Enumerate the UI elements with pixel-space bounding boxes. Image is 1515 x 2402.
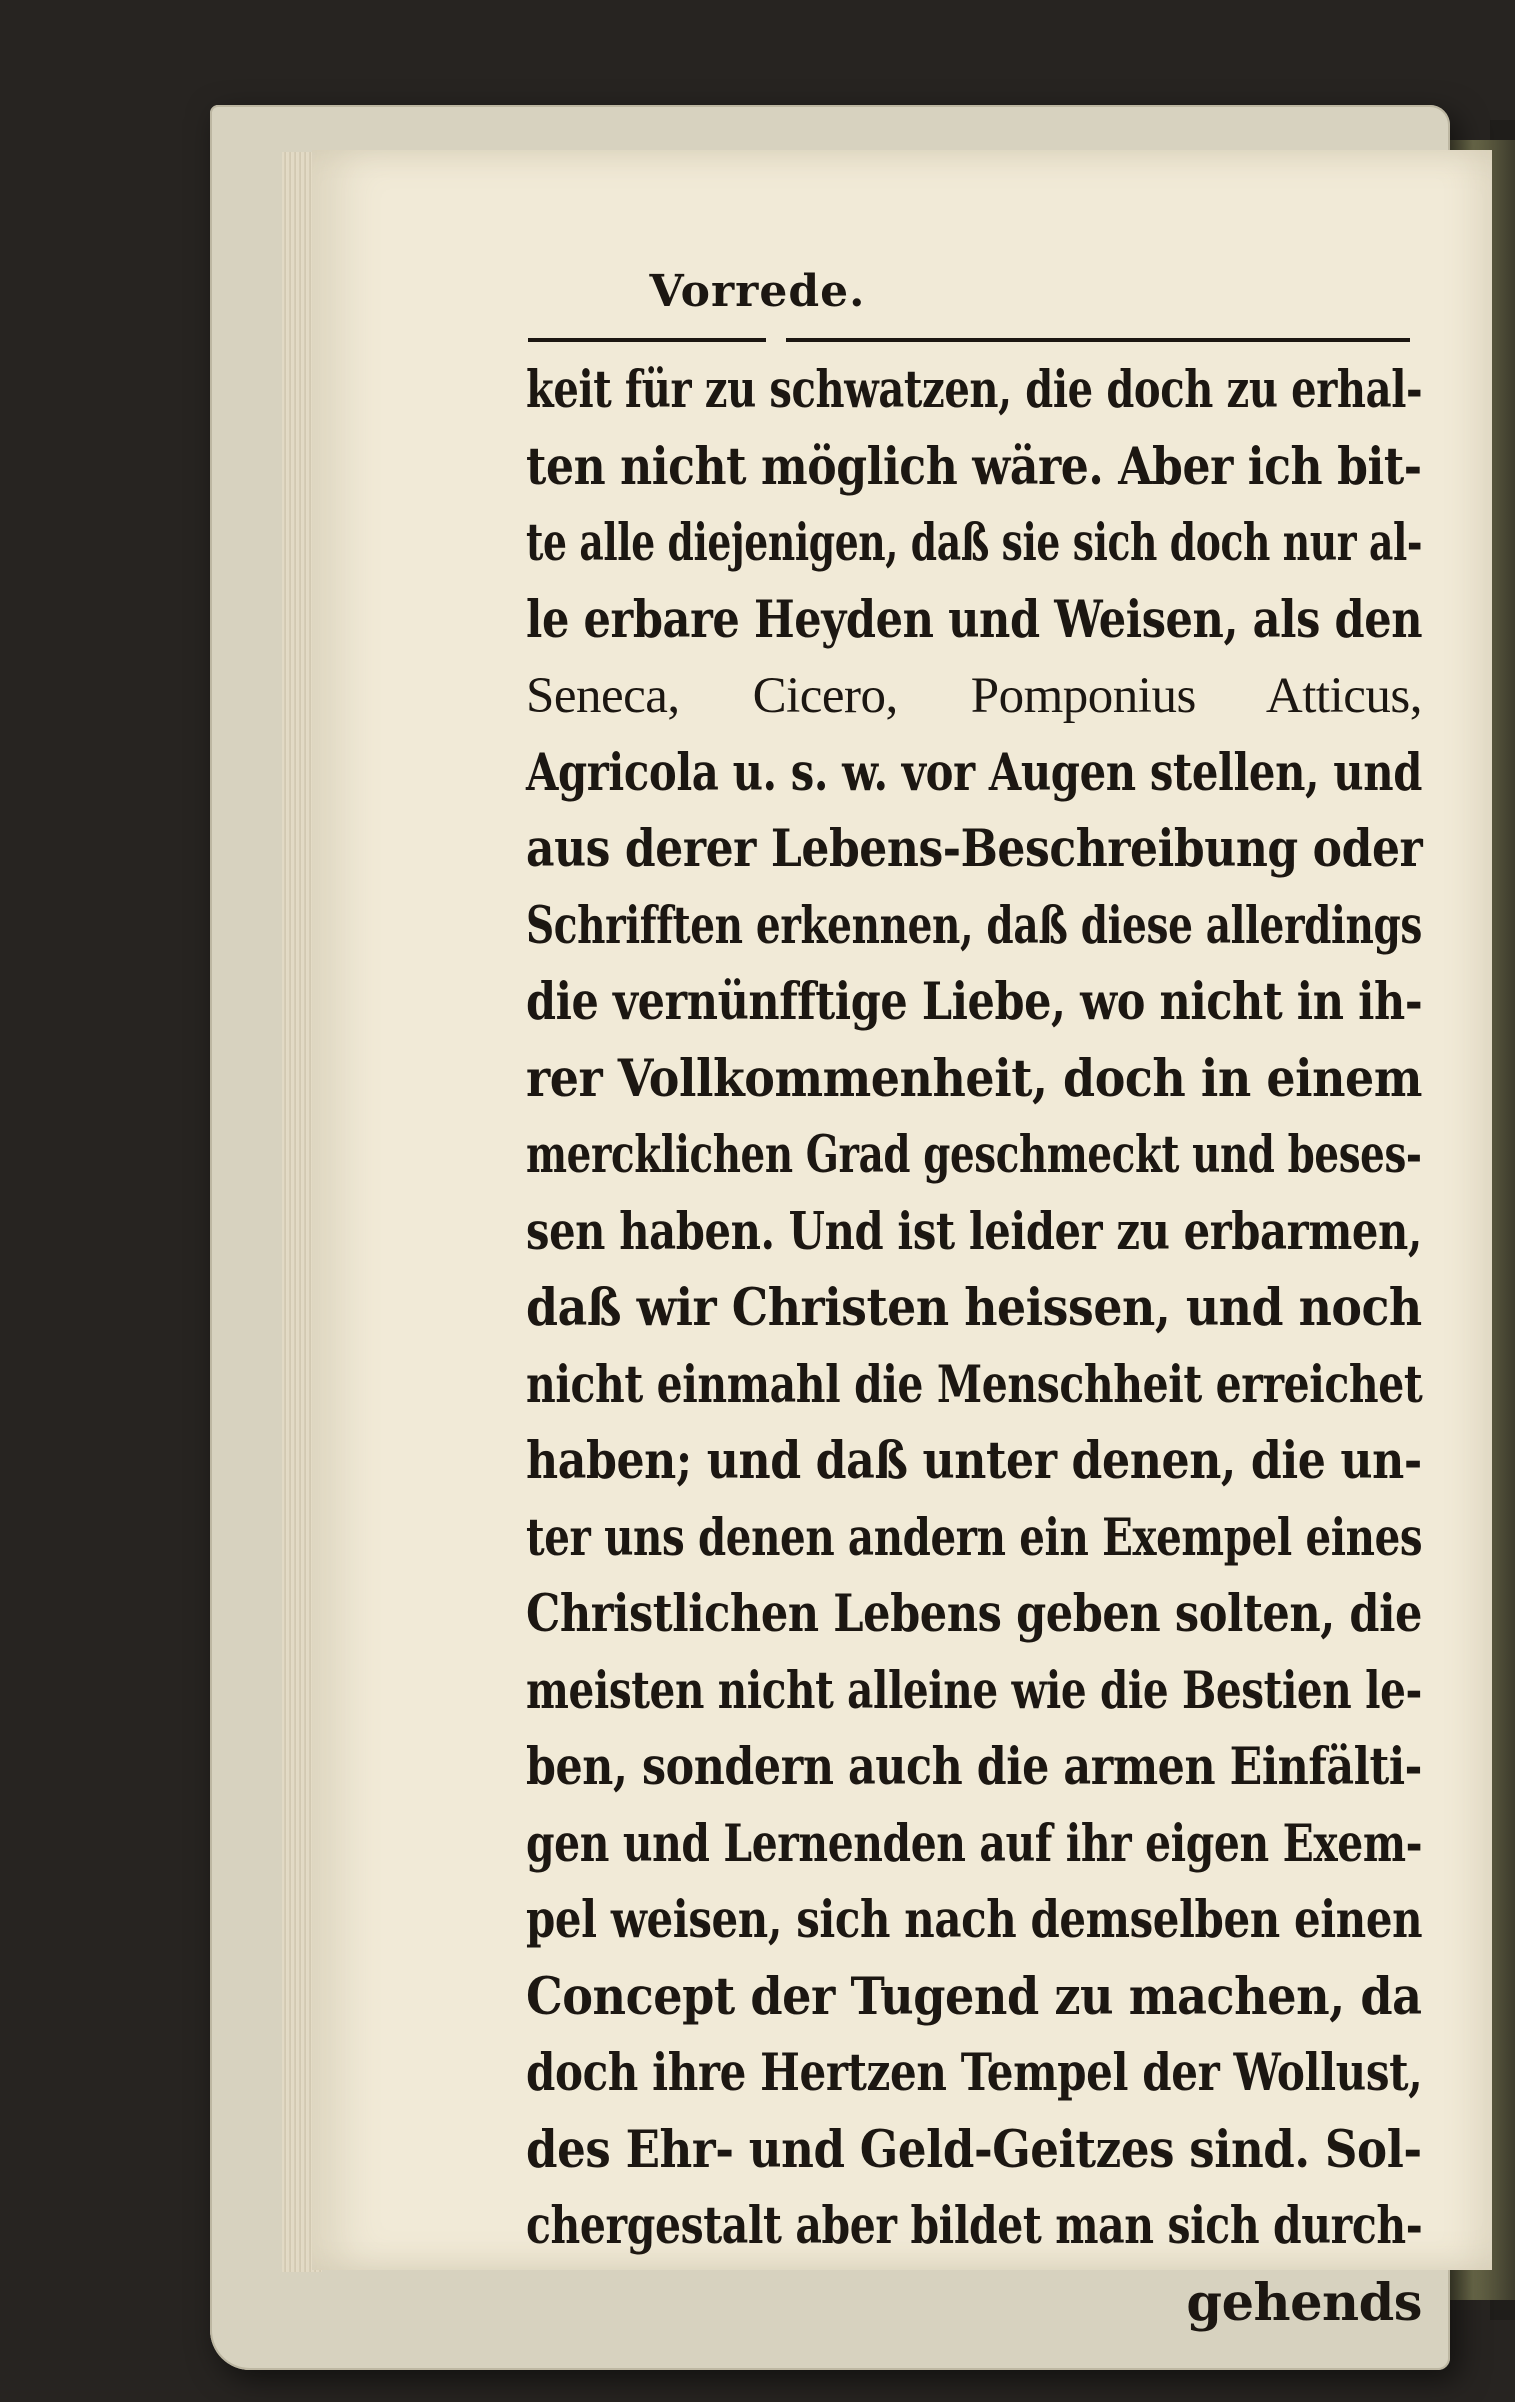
text-line: sen haben. Und ist leider zu erbarmen, — [526, 1201, 1423, 1262]
text-line: gen und Lernenden auf ihr eigen Exem- — [526, 1813, 1423, 1874]
text-line: nicht einmahl die Menschheit erreichet — [526, 1354, 1423, 1415]
text-line: haben; und daß unter denen, die un- — [526, 1431, 1422, 1491]
text-line: le erbare Heyden und Weisen, als den — [526, 589, 1423, 650]
text-line: te alle diejenigen, daß sie sich doch nur al- — [526, 513, 1423, 573]
text-line: Agricola u. s. w. vor Augen stellen, und — [526, 742, 1423, 803]
text-line: rer Vollkommenheit, doch in einem — [526, 1048, 1422, 1109]
catchword: gehends — [1186, 2272, 1422, 2333]
text-line: die vernünfftige Liebe, wo nicht in ih- — [526, 972, 1423, 1032]
text-line: chergestalt aber bildet man sich durch- — [526, 2196, 1423, 2256]
text-line: ten nicht möglich wäre. Aber ich bit- — [526, 436, 1422, 497]
text-line: keit für zu schwatzen, die doch zu erhal- — [526, 360, 1423, 420]
header-rule-right — [786, 338, 1410, 342]
header-rule-left — [528, 338, 766, 342]
text-line: aus derer Lebens-Beschreibung oder — [526, 819, 1423, 879]
text-line: Concept der Tugend zu machen, da — [526, 1966, 1422, 2027]
text-line: meisten nicht alleine wie die Bestien le- — [526, 1660, 1422, 1721]
text-line: Christlichen Lebens geben solten, die — [526, 1584, 1423, 1644]
text-line: ben, sondern auch die armen Einfälti- — [526, 1737, 1423, 1797]
text-line: mercklichen Grad geschmeckt und beses- — [526, 1125, 1422, 1185]
text-line: ter uns denen andern ein Exempel eines — [526, 1507, 1423, 1568]
text-line: doch ihre Hertzen Tempel der Wollust, — [526, 2043, 1423, 2103]
running-head: Vorrede. — [649, 266, 866, 317]
text-line: daß wir Christen heissen, und noch — [526, 1278, 1422, 1338]
text-line: Schrifften erkennen, daß diese allerdings — [526, 895, 1422, 956]
text-line: pel weisen, sich nach demselben einen — [526, 1890, 1423, 1950]
text-line: des Ehr- und Geld-Geitzes sind. Sol- — [526, 2119, 1422, 2180]
body-text — [526, 352, 1422, 2341]
text-line: Seneca, Cicero, Pomponius Atticus, — [526, 668, 1422, 724]
